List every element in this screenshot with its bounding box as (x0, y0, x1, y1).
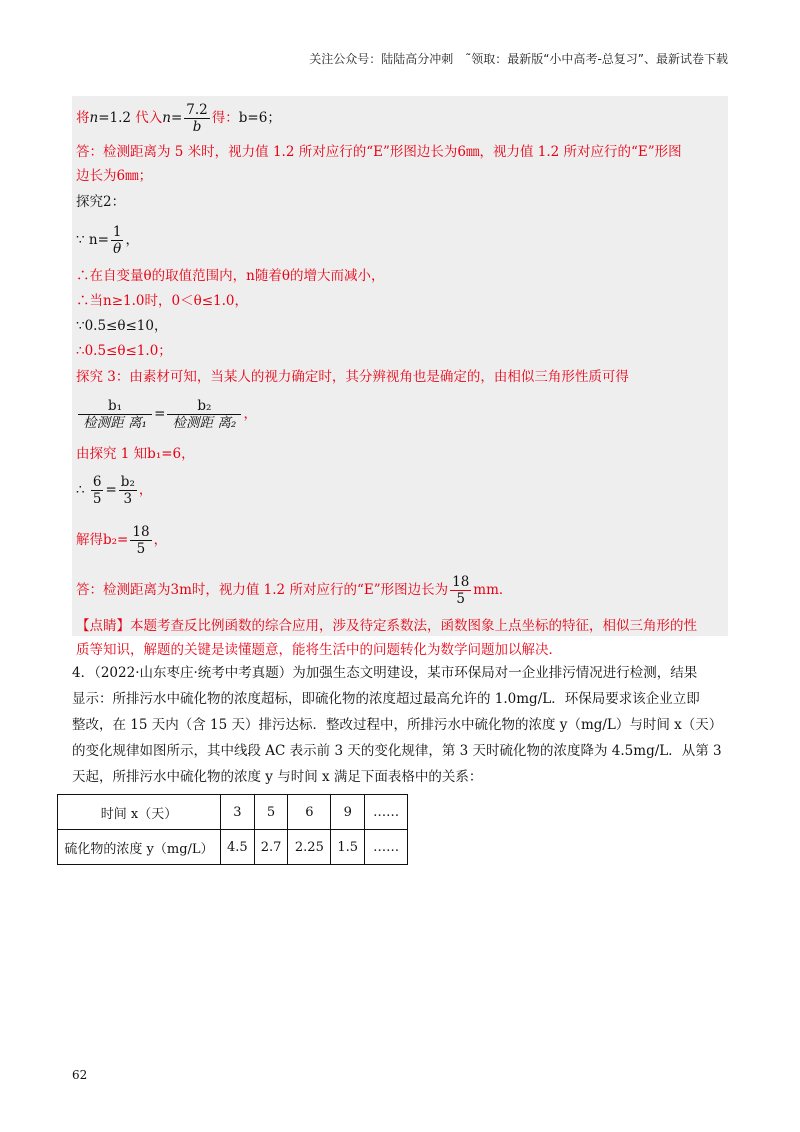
solution-line-5: ∵ n= $\frac{1}{\theta}$ ， (76, 224, 139, 257)
fraction: $\frac{18}{5}$ (452, 574, 470, 607)
data-table (57, 794, 408, 865)
problem-line-3: 整改，在 15 天内（含 15 天）排污达标．整改过程中，所排污水中硫化物的浓度 y（mg/L）与时间 x（天） (72, 717, 723, 733)
table-row (58, 795, 408, 830)
text: b=6； (238, 110, 281, 126)
problem-line-4: 的变化规律如图所示，其中线段 AC 表示前 3 天的变化规律，第 3 天时硫化物的浓度降为 4.5mg/L．从第 3 (72, 743, 722, 759)
solution-line-17: 质等知识，解题的关键是读懂题意，能将生活中的问题转化为数学问题加以解决． (76, 642, 562, 658)
solution-block (72, 96, 728, 636)
table-cell: 时间 x（天） (58, 795, 221, 830)
table-cell: 9 (331, 795, 365, 830)
text: =1.2 (98, 110, 131, 126)
problem-line-1: 4．（2022·山东枣庄·统考中考真题）为加强生态文明建设，某市环保局对一企业排污情况进行检测，结果 (72, 665, 698, 681)
table-cell: 2.7 (254, 830, 288, 865)
table-cell: 硫化物的浓度 y（mg/L） (58, 830, 221, 865)
solution-line-10: 探究 3：由素材可知，当某人的视力确定时，其分辨视角也是确定的，由相似三角形性质可得 (76, 369, 629, 385)
fraction: $\frac{7.2}{b}$ (186, 102, 208, 135)
fraction: $\frac{18}{5}$ (132, 524, 150, 557)
fraction: $\frac{\text{b₁}}{\text{检测距 离₁}}$ (78, 398, 152, 431)
table-cell: 4.5 (221, 830, 255, 865)
solution-line-1 (76, 102, 281, 135)
text: = (170, 110, 183, 126)
page-number: 62 (72, 1068, 88, 1082)
fraction: $\frac{1}{\theta}$ (112, 224, 122, 257)
fraction: $\frac{6}{5}$ (92, 474, 102, 507)
solution-line-14: 解得b₂= $\frac{18}{5}$ ， (76, 524, 168, 557)
solution-line-12: 由探究 1 知b₁=6， (76, 446, 195, 462)
text: 代入 (135, 110, 163, 126)
table-cell: …… (365, 795, 408, 830)
table-cell: 6 (288, 795, 331, 830)
table-cell: …… (365, 830, 408, 865)
solution-line-2: 答：检测距离为 5 米时，视力值 1.2 所对应行的“E”形图边长为6㎜，视力值 1.2 所对应行的“E”形图 (76, 144, 682, 160)
fraction: $\frac{\text{b₂}}{3}$ (120, 474, 135, 507)
var-n: n (162, 110, 171, 126)
solution-line-15: 答：检测距离为3m时，视力值 1.2 所对应行的“E”形图边长为 $\frac{18}{5}$ mm． (76, 574, 513, 607)
solution-line-13: ∴ $\frac{6}{5}$ = $\frac{\text{b₂}}{3}$ ， (76, 474, 153, 507)
fraction: $\frac{\text{b₂}}{\text{检测距 离₂}}$ (167, 398, 241, 431)
table-cell: 1.5 (331, 830, 365, 865)
solution-line-11: $\frac{\text{b₁}}{\text{检测距 离₁}}$ = $\frac{\text{b₂}}{\text{检测距 离₂}}$ ， (76, 398, 257, 431)
table-row (58, 830, 408, 865)
solution-line-4: 探究2： (76, 194, 126, 210)
text: 得： (211, 110, 239, 126)
solution-line-7: ∴当n≥1.0时，0＜θ≤1.0， (76, 293, 248, 309)
problem-line-5: 天起，所排污水中硫化物的浓度 y 与时间 x 满足下面表格中的关系： (72, 769, 483, 785)
text: 将 (76, 110, 90, 126)
solution-line-16: 【点睛】本题考查反比例函数的综合应用，涉及待定系数法，函数图象上点坐标的特征，相似三角形的性 (76, 618, 697, 634)
table-cell: 3 (221, 795, 255, 830)
solution-line-3: 边长为6㎜； (76, 168, 153, 184)
table-cell: 2.25 (288, 830, 331, 865)
problem-line-2: 显示：所排污水中硫化物的浓度超标，即硫化物的浓度超过最高允许的 1.0mg/L．环保局要求该企业立即 (72, 691, 700, 707)
solution-line-6: ∴在自变量θ的取值范围内，n随着θ的增大而减小， (76, 268, 385, 284)
table-cell: 5 (254, 795, 288, 830)
page-header: 关注公众号：陆陆高分冲刺 ˜领取：最新版“小中高考-总复习”、最新试卷下载 (309, 52, 728, 66)
solution-line-9: ∴0.5≤θ≤1.0； (76, 343, 172, 359)
var-n: n (89, 110, 99, 126)
solution-line-8: ∵0.5≤θ≤10， (76, 318, 168, 334)
